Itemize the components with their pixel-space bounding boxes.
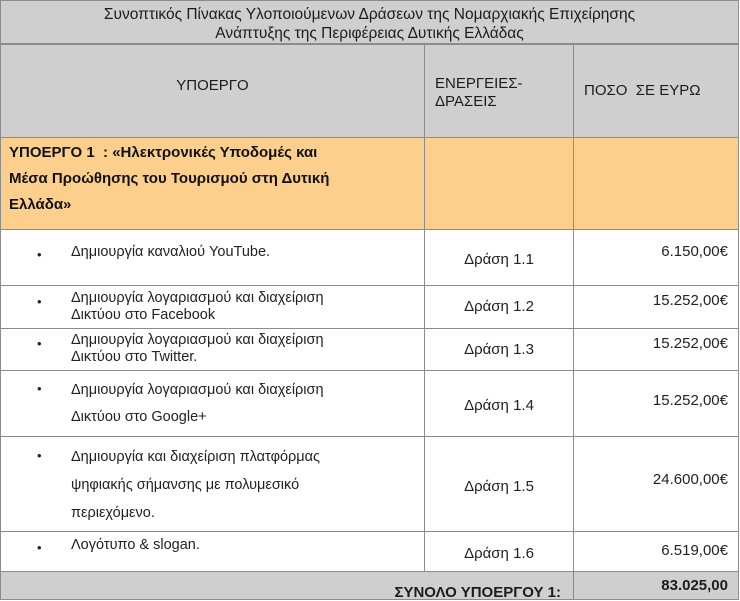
table-title-line2: Ανάπτυξης της Περιφέρειας Δυτικής Ελλάδας [215,25,524,42]
table-row-6-desc [0,531,425,572]
row-2-text-line2: Δικτύου στο Facebook [71,307,216,323]
table-row-3-amount [573,328,739,371]
subproject-actions-cell [424,137,574,230]
subproject-title [0,137,425,230]
table-title-line1: Συνοπτικός Πίνακας Υλοποιούμενων Δράσεων της Νομαρχιακής Επιχείρησης [103,6,636,23]
table-row-1-action [424,229,574,286]
table-row-5-amount [573,436,739,532]
row-2-text-line1: Δημιουργία λογαριασμού και διαχείριση [71,290,324,306]
bullet-icon: • [37,336,42,351]
total-label: ΣΥΝΟΛΟ ΥΠΟΕΡΓΟΥ 1: [394,584,561,601]
table-row-1-amount [573,229,739,286]
bullet-icon: • [37,247,42,262]
header-actions [424,44,574,138]
row-1-amount-value: 6.150,00€ [661,243,728,260]
row-2-amount-value: 15.252,00€ [652,292,728,309]
subproject-amount-cell [573,137,739,230]
row-6-text: Λογότυπο & slogan. [71,537,200,553]
total-amount: 83.025,00 [661,577,728,594]
bullet-icon: • [37,294,42,309]
bullet-icon: • [37,448,42,463]
table-row-2-amount [573,285,739,329]
row-3-text-line1: Δημιουργία λογαριασμού και διαχείριση [71,332,324,348]
header-subproject [0,44,425,138]
header-subproject-label: ΥΠΟΕΡΓΟ [176,77,249,94]
row-2-action-label: Δράση 1.2 [464,298,534,315]
row-3-amount-value: 15.252,00€ [652,335,728,352]
table-title [0,0,739,44]
row-5-text-line1: Δημιουργία και διαχείριση πλατφόρμας [71,449,321,465]
total-amount-cell [573,571,739,600]
subproject-title-line3: Ελλάδα» [9,196,72,213]
table-row-2-desc [0,285,425,329]
bullet-icon: • [37,381,42,396]
header-actions-line1: ΕΝΕΡΓΕΙΕΣ- [435,75,523,92]
row-6-action-label: Δράση 1.6 [464,545,534,562]
total-label-cell [0,571,574,600]
table-row-4-action [424,370,574,437]
row-1-action-label: Δράση 1.1 [464,251,534,268]
table-row-4-amount [573,370,739,437]
header-amount-label: ΠΟΣΟ ΣΕ ΕΥΡΩ [584,82,701,99]
table-row-1-desc [0,229,425,286]
row-4-text-line2: Δικτύου στο Google+ [71,409,207,425]
bullet-icon: • [37,540,42,555]
header-actions-line2: ΔΡΑΣΕΙΣ [435,93,497,110]
row-4-action-label: Δράση 1.4 [464,397,534,414]
row-3-text-line2: Δικτύου στο Twitter. [71,349,198,365]
table-row-3-action [424,328,574,371]
row-4-amount-value: 15.252,00€ [652,392,728,409]
row-6-amount-value: 6.519,00€ [661,542,728,559]
subproject-title-line1: ΥΠΟΕΡΓΟ 1 : «Ηλεκτρονικές Υποδομές και [9,144,318,161]
table-row-4-desc [0,370,425,437]
header-amount [573,44,739,138]
row-5-action-label: Δράση 1.5 [464,478,534,495]
table-row-5-action [424,436,574,532]
row-5-amount-value: 24.600,00€ [652,471,728,488]
table-row-6-amount [573,531,739,572]
row-4-text-line1: Δημιουργία λογαριασμού και διαχείριση [71,382,324,398]
table-row-2-action [424,285,574,329]
subproject-title-line2: Μέσα Προώθησης του Τουρισμού στη Δυτική [9,170,330,187]
table-row-3-desc [0,328,425,371]
row-5-text-line3: περιεχόμενο. [71,505,155,521]
table-row-5-desc [0,436,425,532]
row-5-text-line2: ψηφιακής σήμανσης με πολυμεσικό [71,477,300,493]
row-3-action-label: Δράση 1.3 [464,341,534,358]
row-1-text: Δημιουργία καναλιού YouTube. [71,244,271,260]
table-row-6-action [424,531,574,572]
